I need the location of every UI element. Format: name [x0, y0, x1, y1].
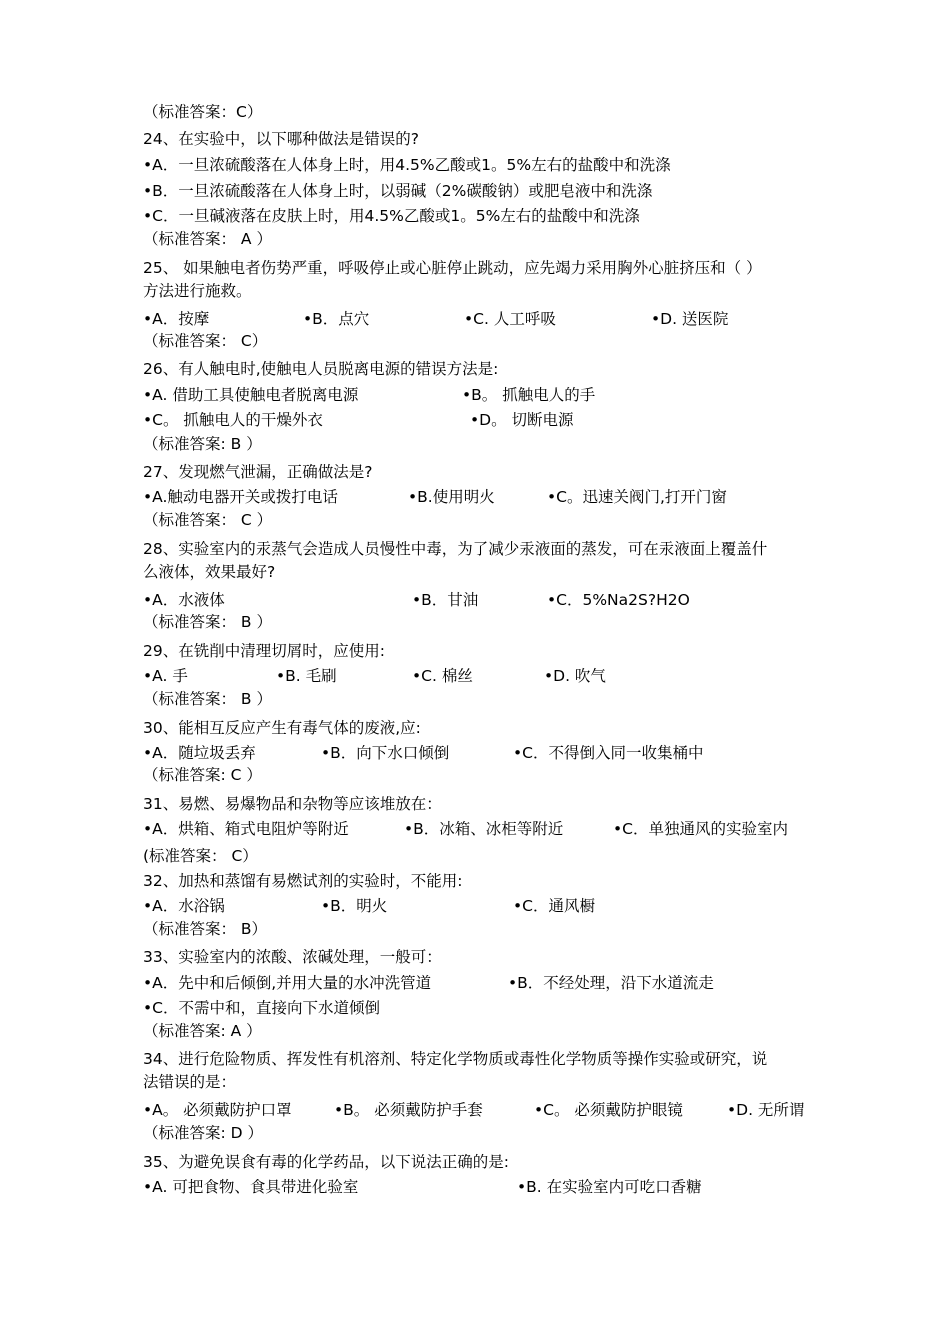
question-24-option-c: •C．一旦碱液落在皮肤上时，用4.5%乙酸或1。5%左右的盐酸中和洗涤	[143, 207, 640, 225]
question-26-option-c: •C。 抓触电人的干燥外衣	[143, 411, 323, 429]
question-26-option-b: •B。 抓触电人的手	[462, 386, 596, 404]
question-35-option-b: •B. 在实验室内可吃口香糖	[517, 1178, 702, 1196]
question-28-option-a: •A．水液体	[143, 591, 225, 609]
answer-30: （标准答案: C ）	[143, 766, 262, 784]
question-26-option-a: •A. 借助工具使触电者脱离电源	[143, 386, 359, 404]
question-25-stem-line1: 25、 如果触电者伤势严重，呼吸停止或心脏停止跳动，应先竭力采用胸外心脏挤压和（ ）	[143, 259, 762, 277]
question-32-stem: 32、加热和蒸馏有易燃试剂的实验时，不能用:	[143, 872, 463, 890]
question-29-stem: 29、在铣削中清理切屑时，应使用:	[143, 642, 385, 660]
question-28-option-c: •C．5%Na2S?H2O	[547, 591, 690, 609]
question-31-option-c: •C．单独通风的实验室内	[613, 820, 788, 838]
question-30-option-c: •C．不得倒入同一收集桶中	[513, 744, 704, 762]
question-28-stem-line2: 么液体，效果最好?	[143, 563, 276, 581]
question-34-stem-line2: 法错误的是：	[143, 1073, 237, 1091]
question-34-option-d: •D. 无所谓	[727, 1101, 805, 1119]
question-29-option-b: •B. 毛刷	[276, 667, 337, 685]
question-34-option-a: •A。 必须戴防护口罩	[143, 1101, 292, 1119]
answer-24: （标准答案： A ）	[143, 230, 272, 248]
question-33-stem: 33、实验室内的浓酸、浓碱处理，一般可：	[143, 948, 442, 966]
question-32-option-a: •A．水浴锅	[143, 897, 225, 915]
question-32-option-b: •B．明火	[321, 897, 388, 915]
question-33-option-b: •B．不经处理，沿下水道流走	[508, 974, 714, 992]
question-24-option-b: •B．一旦浓硫酸落在人体身上时，以弱碱（2%碳酸钠）或肥皂液中和洗涤	[143, 182, 653, 200]
answer-31: (标准答案： C）	[143, 847, 258, 865]
question-27-stem: 27、发现燃气泄漏，正确做法是?	[143, 463, 373, 481]
question-27-option-c: •C。迅速关阀门,打开门窗	[547, 488, 727, 506]
question-29-option-a: •A. 手	[143, 667, 188, 685]
question-25-option-b: •B．点穴	[303, 310, 370, 328]
question-26-stem: 26、有人触电时,使触电人员脱离电源的错误方法是:	[143, 360, 499, 378]
question-30-stem: 30、能相互反应产生有毒气体的废液,应:	[143, 719, 421, 737]
answer-34: （标准答案: D ）	[143, 1124, 264, 1142]
question-34-option-c: •C。 必须戴防护眼镜	[534, 1101, 683, 1119]
question-34-stem-line1: 34、进行危险物质、挥发性有机溶剂、特定化学物质或毒性化学物质等操作实验或研究，说	[143, 1050, 768, 1068]
question-24-stem: 24、在实验中，以下哪种做法是错误的?	[143, 130, 419, 148]
question-31-option-b: •B．冰箱、冰柜等附近	[404, 820, 564, 838]
question-30-option-a: •A．随垃圾丢弃	[143, 744, 256, 762]
answer-28: （标准答案： B ）	[143, 613, 272, 631]
answer-33: （标准答案: A ）	[143, 1022, 262, 1040]
question-24-option-a: •A．一旦浓硫酸落在人体身上时，用4.5%乙酸或1。5%左右的盐酸中和洗涤	[143, 156, 671, 174]
answer-25: （标准答案： C）	[143, 332, 268, 350]
answer-23: （标准答案：C）	[143, 103, 263, 121]
answer-27: （标准答案： C ）	[143, 511, 273, 529]
question-34-option-b: •B。 必须戴防护手套	[334, 1101, 483, 1119]
question-29-option-c: •C. 棉丝	[412, 667, 473, 685]
question-35-stem: 35、为避免误食有毒的化学药品，以下说法正确的是:	[143, 1153, 509, 1171]
question-25-option-a: •A．按摩	[143, 310, 210, 328]
question-25-option-d: •D. 送医院	[651, 310, 729, 328]
question-32-option-c: •C．通风橱	[513, 897, 595, 915]
question-31-stem: 31、易燃、易爆物品和杂物等应该堆放在：	[143, 795, 442, 813]
question-29-option-d: •D. 吹气	[544, 667, 606, 685]
question-28-option-b: •B．甘油	[412, 591, 479, 609]
answer-32: （标准答案： B）	[143, 920, 268, 938]
question-25-option-c: •C. 人工呼吸	[464, 310, 556, 328]
question-31-option-a: •A．烘箱、箱式电阻炉等附近	[143, 820, 349, 838]
question-27-option-b: •B.使用明火	[408, 488, 495, 506]
question-25-stem-line2: 方法进行施救。	[143, 282, 252, 300]
question-27-option-a: •A.触动电器开关或拨打电话	[143, 488, 338, 506]
question-28-stem-line1: 28、实验室内的汞蒸气会造成人员慢性中毒，为了减少汞液面的蒸发，可在汞液面上覆盖什	[143, 540, 768, 558]
question-35-option-a: •A. 可把食物、食具带进化验室	[143, 1178, 359, 1196]
question-33-option-a: •A．先中和后倾倒,并用大量的水冲洗管道	[143, 974, 432, 992]
question-30-option-b: •B．向下水口倾倒	[321, 744, 450, 762]
question-26-option-d: •D。 切断电源	[470, 411, 574, 429]
question-33-option-c: •C．不需中和，直接向下水道倾倒	[143, 999, 380, 1017]
answer-26: （标准答案: B ）	[143, 435, 262, 453]
answer-29: （标准答案： B ）	[143, 690, 272, 708]
